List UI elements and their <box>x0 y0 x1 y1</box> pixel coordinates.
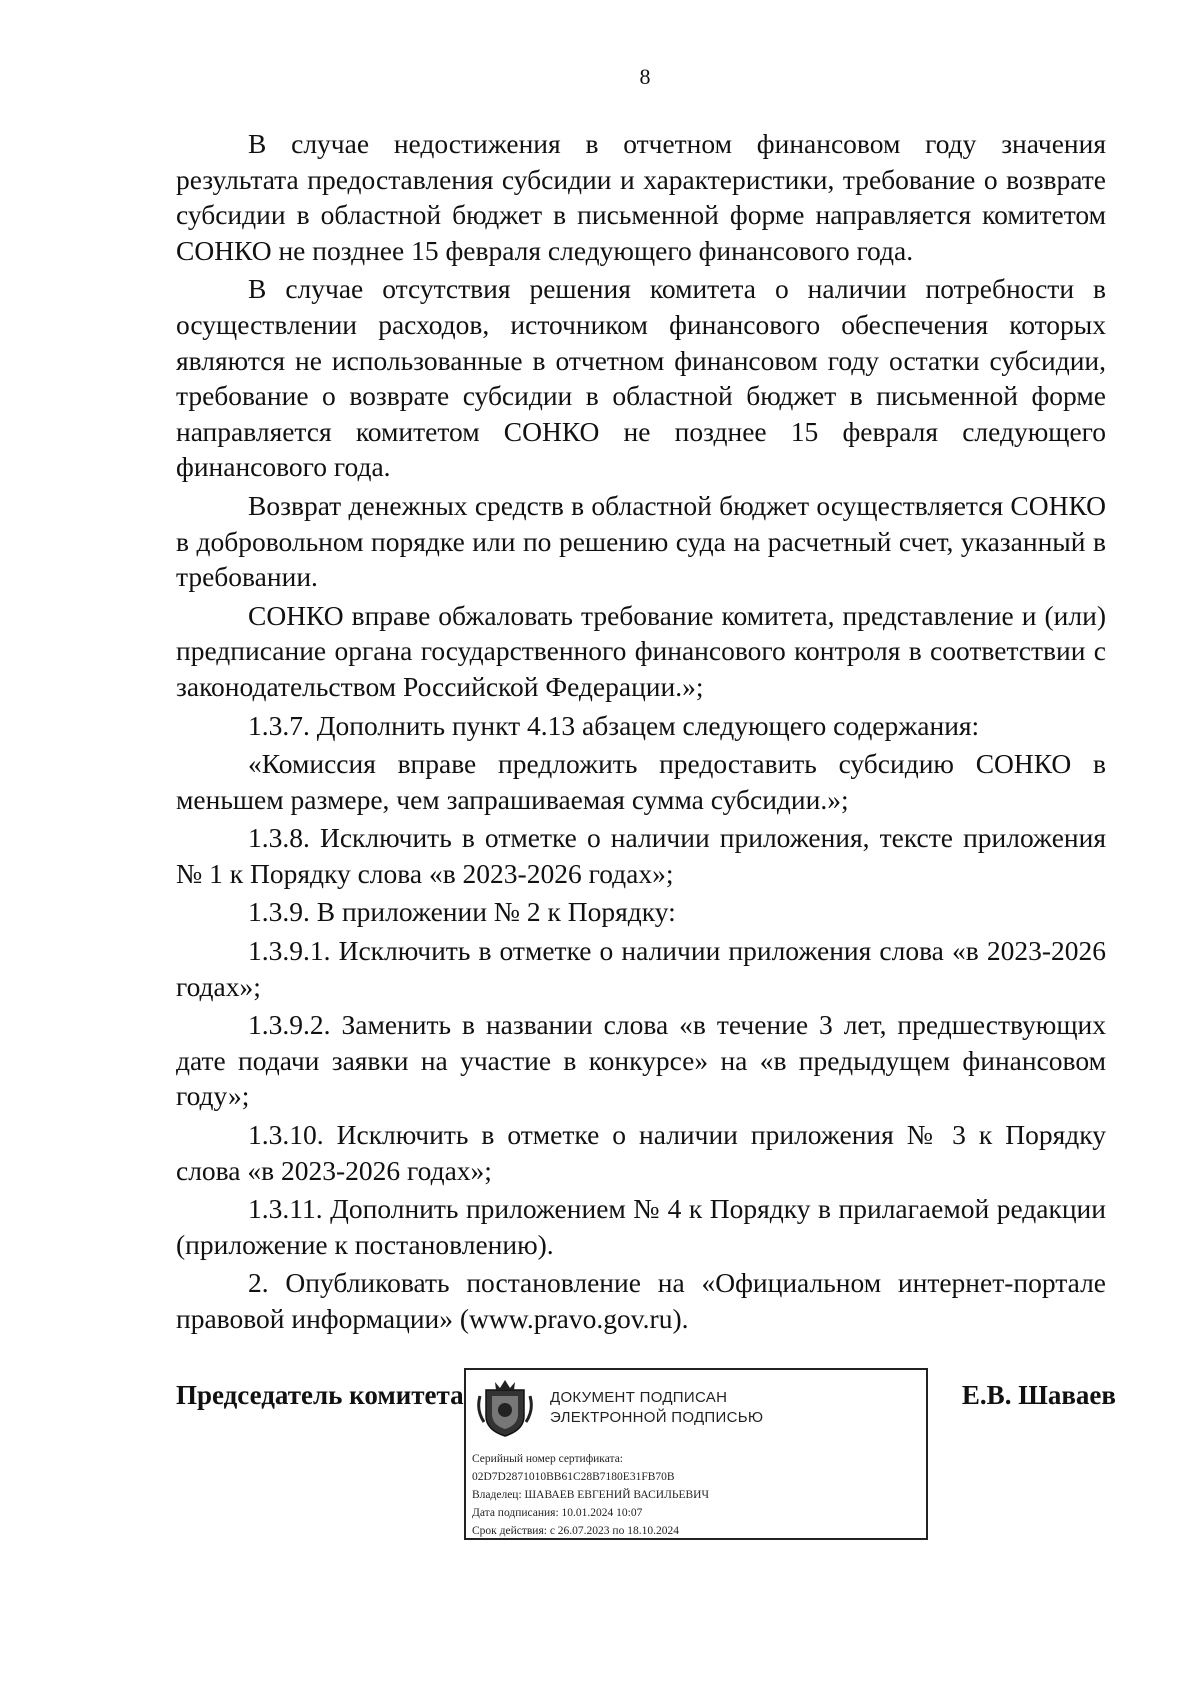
paragraph: 1.3.9.1. Исключить в отметке о наличии приложения слова «в 2023-2026 годах»; <box>176 935 1106 1002</box>
stamp-details <box>472 1450 709 1540</box>
stamp-cert-label: Серийный номер сертификата: <box>472 1453 623 1465</box>
electronic-signature-stamp <box>464 1368 928 1540</box>
page-number: 8 <box>639 64 651 89</box>
document-body <box>176 126 1106 1340</box>
paragraph: «Комиссия вправе предложить предоставить субсидию СОНКО в меньшем размере, чем запрашиваемая сумма субсидии.»; <box>176 748 1106 815</box>
signature-block <box>176 1368 1116 1548</box>
paragraph: СОНКО вправе обжаловать требование комитета, представление и (или) предписание органа государственного финансового контроля в соответствии с законодательством Российской Федерации.»; <box>176 599 1106 702</box>
stamp-header <box>550 1388 763 1428</box>
stamp-validity: Срок действия: с 26.07.2023 по 18.10.2024 <box>472 1525 679 1537</box>
stamp-owner: Владелец: ШАВАЕВ ЕВГЕНИЙ ВАСИЛЬЕВИЧ <box>472 1489 709 1501</box>
stamp-header-line: ЭЛЕКТРОННОЙ ПОДПИСЬЮ <box>550 1409 764 1426</box>
paragraph: 2. Опубликовать постановление на «Официальном интернет-портале правовой информации» (www.pravo.gov.ru). <box>176 1267 1106 1334</box>
stamp-cert-number: 02D7D2871010BB61C28B7180E31FB70B <box>472 1471 675 1483</box>
paragraph: 1.3.11. Дополнить приложением № 4 к Порядку в прилагаемой редакции (приложение к постановлению). <box>176 1193 1106 1260</box>
paragraph: В случае недостижения в отчетном финансовом году значения результата предоставления субсидии и характеристики, требование о возврате субсидии в областной бюджет в письменной форме направляется комитетом СОНКО не позднее 15 февраля следующего финансового года. <box>176 128 1106 266</box>
paragraph: 1.3.7. Дополнить пункт 4.13 абзацем следующего содержания: <box>248 709 980 741</box>
paragraph: Возврат денежных средств в областной бюджет осуществляется СОНКО в добровольном порядке или по решению суда на расчетный счет, указанный в требовании. <box>176 489 1106 593</box>
stamp-signed-date: Дата подписания: 10.01.2024 10:07 <box>472 1507 643 1519</box>
paragraph: 1.3.10. Исключить в отметке о наличии приложения № 3 к Порядку слова «в 2023-2026 годах»; <box>176 1119 1106 1186</box>
signer-title: Председатель комитета <box>176 1380 464 1410</box>
paragraph: 1.3.9.2. Заменить в названии слова «в течение 3 лет, предшествующих дате подачи заявки на участие в конкурсе» на «в предыдущем финансовом году»; <box>176 1009 1106 1112</box>
paragraph: В случае отсутствия решения комитета о наличии потребности в осуществлении расходов, источником финансового обеспечения которых являются не использованные в отчетном финансовом году остатки субсидии, требование о возврате субсидии в областной бюджет в письменной форме направляется комитетом СОНКО не позднее 15 февраля следующего финансового года. <box>176 273 1106 483</box>
paragraph: 1.3.9. В приложении № 2 к Порядку: <box>248 896 676 928</box>
stamp-header-line: ДОКУМЕНТ ПОДПИСАН <box>550 1389 728 1406</box>
coat-of-arms-icon <box>476 1376 534 1440</box>
paragraph: 1.3.8. Исключить в отметке о наличии приложения, тексте приложения № 1 к Порядку слова «в 2023-2026 годах»; <box>176 822 1106 889</box>
signer-name: Е.В. Шаваев <box>961 1380 1116 1410</box>
